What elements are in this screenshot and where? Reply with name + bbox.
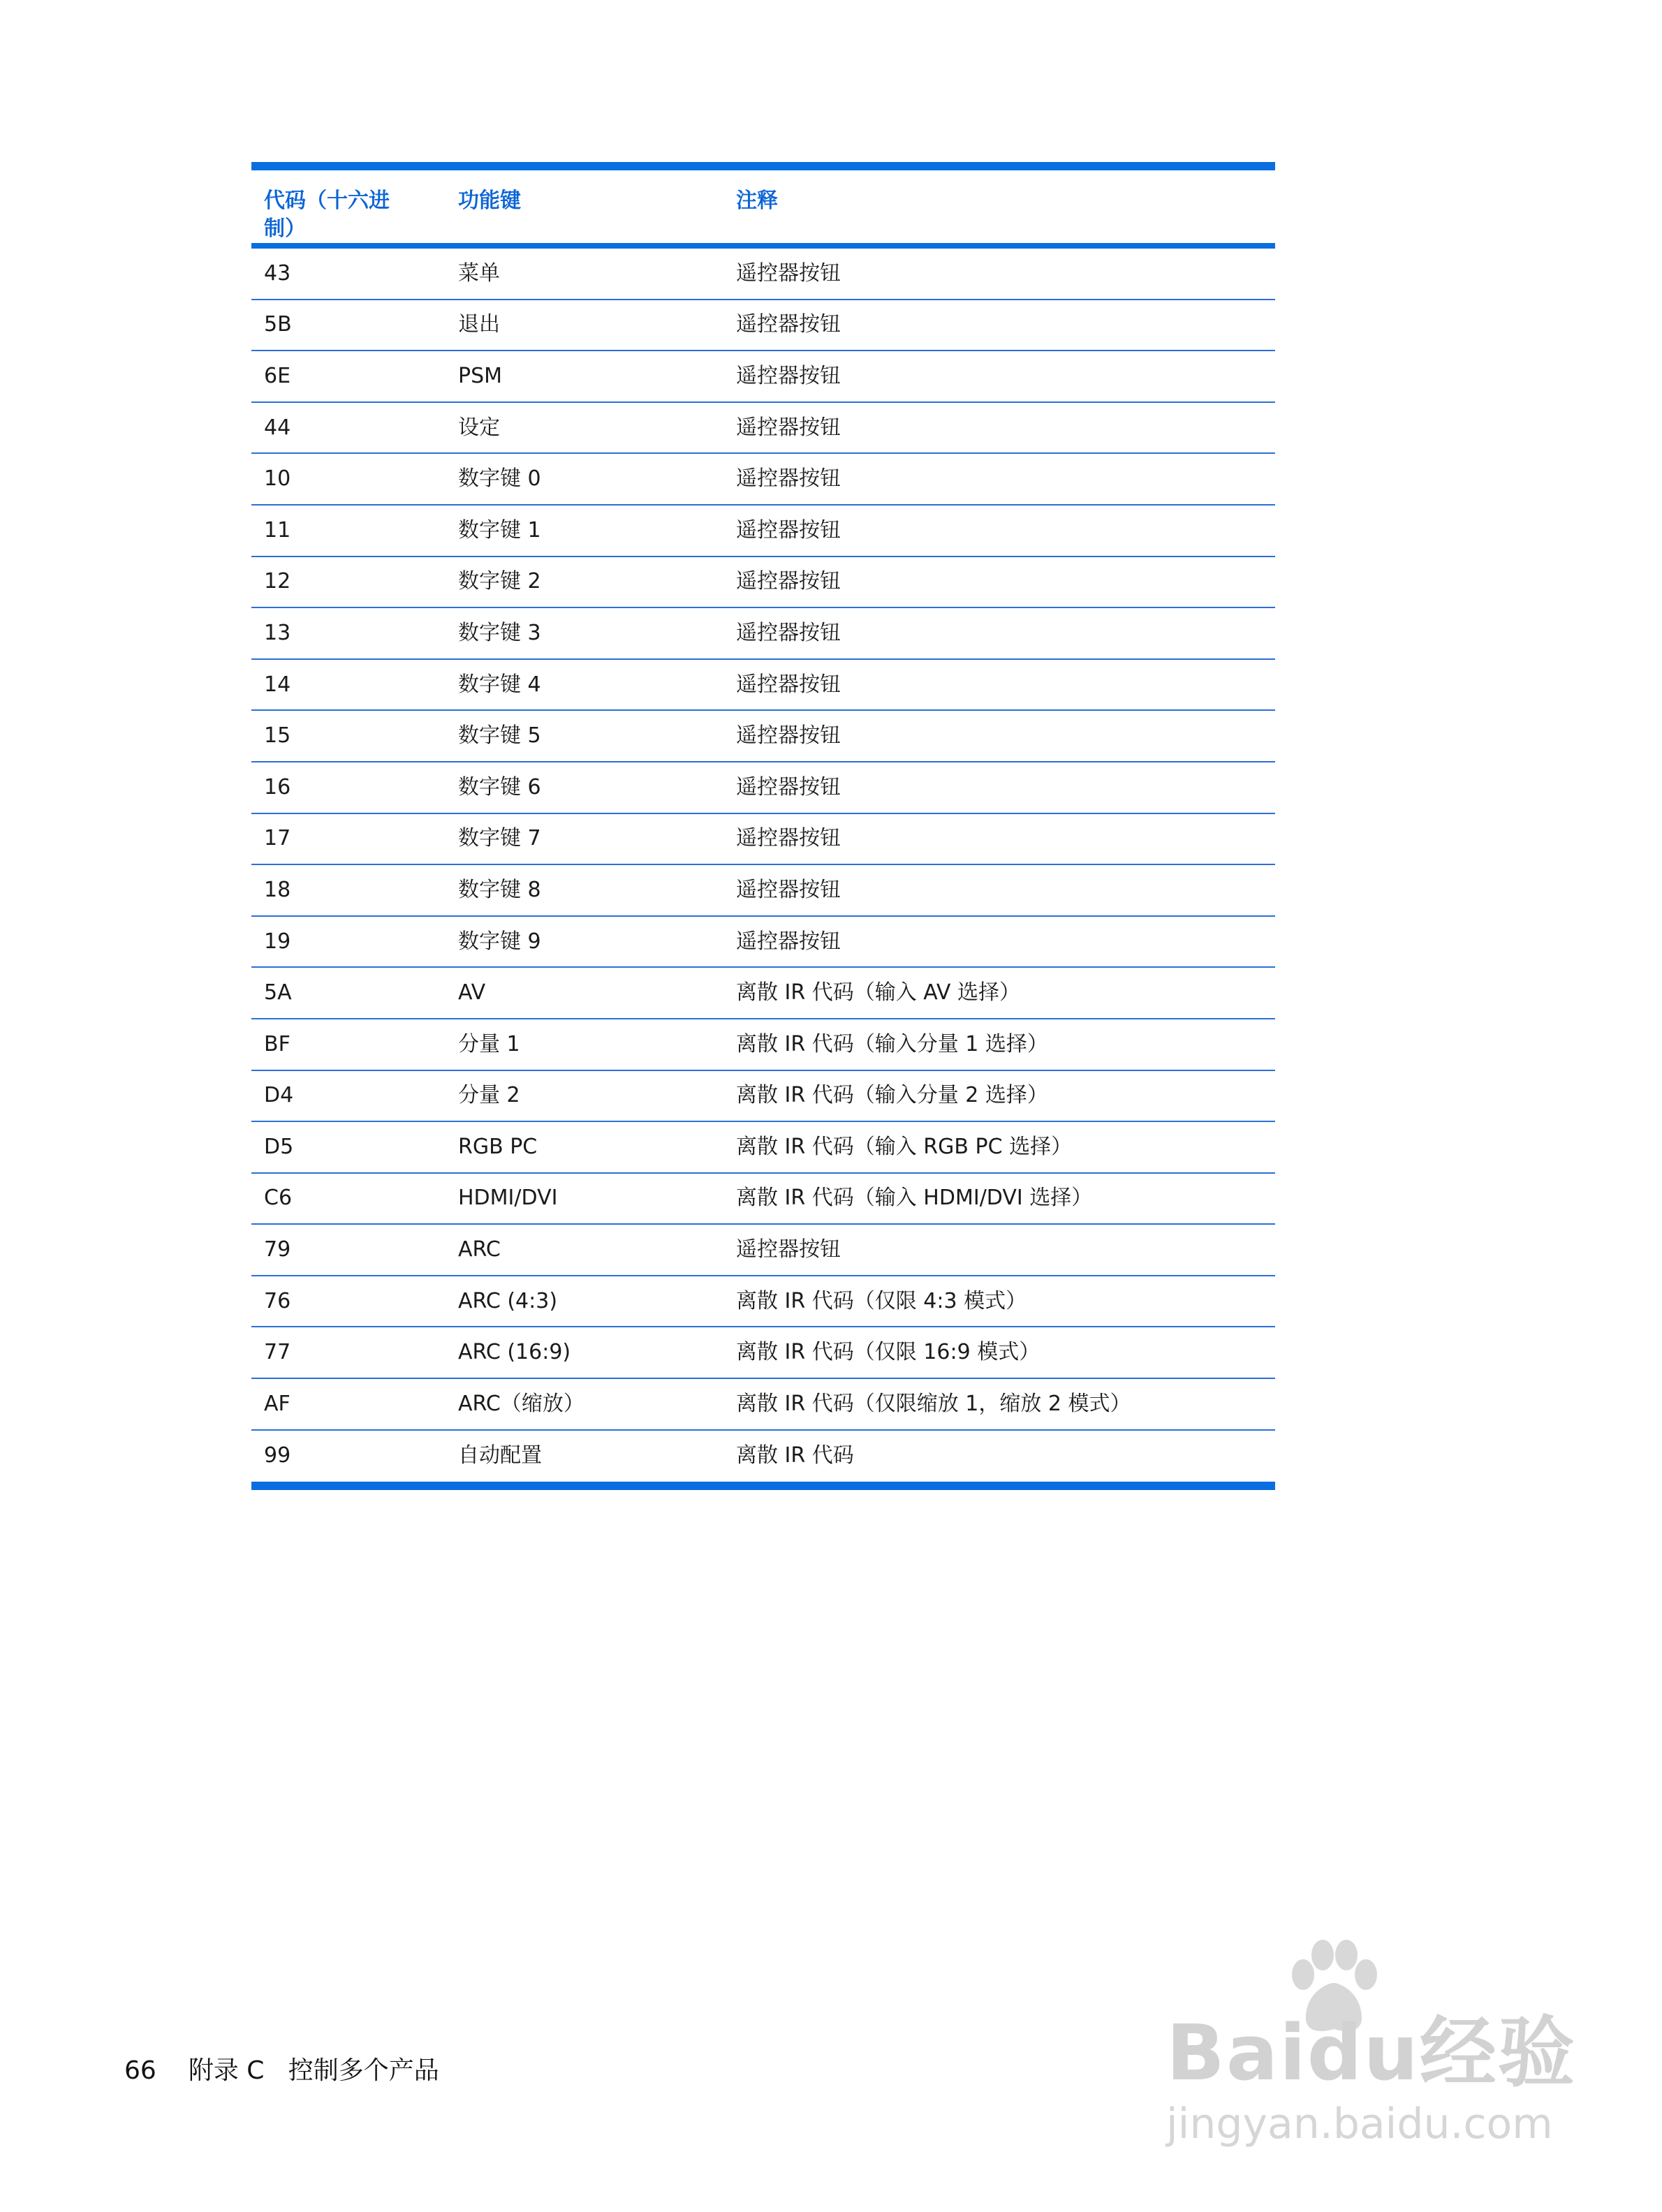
cell-note: 遥控器按钮 (736, 620, 841, 645)
cell-code: 12 (264, 569, 291, 594)
table-row (251, 660, 1275, 711)
cell-code: 44 (264, 415, 291, 440)
cell-note: 遥控器按钮 (736, 877, 841, 902)
cell-key: 菜单 (458, 260, 500, 286)
cell-note: 离散 IR 代码（输入分量 2 选择） (736, 1083, 1048, 1108)
header-note: 注释 (736, 189, 778, 213)
watermark-url: jingyan.baidu.com (1166, 2100, 1553, 2148)
cell-note: 离散 IR 代码（仅限缩放 1，缩放 2 模式） (736, 1391, 1131, 1416)
table-row (251, 1225, 1275, 1276)
chapter-title: 附录 C 控制多个产品 (188, 2056, 439, 2085)
cell-code: 11 (264, 517, 291, 543)
watermark-brand: Baidu经验 (1166, 2008, 1576, 2097)
cell-note: 离散 IR 代码（输入分量 1 选择） (736, 1031, 1048, 1056)
cell-code: 16 (264, 774, 291, 799)
cell-note: 离散 IR 代码（仅限 4:3 模式） (736, 1288, 1027, 1313)
cell-code: 18 (264, 877, 291, 902)
table-row (251, 1071, 1275, 1123)
cell-key: ARC (4:3) (458, 1288, 558, 1313)
page-number: 66 (124, 2056, 156, 2085)
table-row (251, 968, 1275, 1019)
cell-key: 数字键 6 (458, 774, 541, 799)
cell-code: 14 (264, 672, 291, 697)
cell-key: 设定 (458, 415, 500, 440)
cell-code: 99 (264, 1443, 291, 1468)
cell-note: 离散 IR 代码（输入 AV 选择） (736, 980, 1020, 1005)
cell-key: 数字键 7 (458, 826, 541, 851)
cell-note: 离散 IR 代码（仅限 16:9 模式） (736, 1340, 1040, 1365)
table-row (251, 865, 1275, 917)
table-row (251, 1379, 1275, 1431)
cell-code: 19 (264, 929, 291, 954)
table-row (251, 403, 1275, 455)
cell-key: 自动配置 (458, 1443, 542, 1468)
cell-key: PSM (458, 363, 503, 388)
cell-key: 数字键 4 (458, 672, 541, 697)
table-row (251, 351, 1275, 403)
table-row (251, 1122, 1275, 1174)
header-code: 代码（十六进制） (264, 189, 390, 241)
cell-code: 5A (264, 980, 292, 1005)
cell-key: 数字键 2 (458, 569, 541, 594)
table-row (251, 454, 1275, 506)
cell-note: 遥控器按钮 (736, 363, 841, 388)
cell-note: 离散 IR 代码（输入 HDMI/DVI 选择） (736, 1186, 1093, 1211)
cell-note: 遥控器按钮 (736, 517, 841, 543)
table-row (251, 762, 1275, 814)
table-row (251, 1327, 1275, 1379)
cell-note: 遥控器按钮 (736, 260, 841, 286)
cell-note: 离散 IR 代码 (736, 1443, 854, 1468)
table-row (251, 1431, 1275, 1482)
cell-code: 6E (264, 363, 291, 388)
table-row (251, 711, 1275, 762)
baidu-watermark (1159, 1934, 1576, 2148)
table-body (251, 249, 1275, 1482)
cell-key: 数字键 9 (458, 929, 541, 954)
cell-note: 遥控器按钮 (736, 415, 841, 440)
cell-note: 遥控器按钮 (736, 929, 841, 954)
table-row (251, 814, 1275, 866)
cell-key: RGB PC (458, 1134, 538, 1159)
cell-code: D4 (264, 1083, 294, 1108)
table-row (251, 1019, 1275, 1071)
cell-note: 遥控器按钮 (736, 672, 841, 697)
cell-code: 17 (264, 826, 291, 851)
cell-key: 数字键 5 (458, 723, 541, 749)
table-row (251, 1276, 1275, 1328)
cell-code: 76 (264, 1288, 291, 1313)
data-table (251, 162, 1275, 1490)
cell-code: C6 (264, 1186, 293, 1211)
table-row (251, 1174, 1275, 1225)
cell-key: 数字键 8 (458, 877, 541, 902)
cell-code: 15 (264, 723, 291, 749)
cell-key: AV (458, 980, 486, 1005)
cell-code: 77 (264, 1340, 291, 1365)
cell-code: 13 (264, 620, 291, 645)
cell-code: BF (264, 1031, 291, 1056)
cell-key: 分量 1 (458, 1031, 520, 1056)
cell-code: 43 (264, 260, 291, 286)
cell-note: 遥控器按钮 (736, 466, 841, 492)
cell-code: 5B (264, 312, 292, 337)
table-row (251, 557, 1275, 609)
table-bottom-rule (251, 1482, 1275, 1490)
table-row (251, 300, 1275, 352)
cell-note: 遥控器按钮 (736, 826, 841, 851)
cell-code: AF (264, 1391, 291, 1416)
cell-note: 遥控器按钮 (736, 723, 841, 749)
table-row (251, 249, 1275, 300)
cell-note: 遥控器按钮 (736, 774, 841, 799)
cell-code: 79 (264, 1237, 291, 1262)
cell-key: ARC（缩放） (458, 1391, 584, 1416)
cell-key: 数字键 0 (458, 466, 541, 492)
cell-key: ARC (16:9) (458, 1340, 571, 1365)
cell-code: D5 (264, 1134, 294, 1159)
cell-note: 遥控器按钮 (736, 312, 841, 337)
cell-note: 遥控器按钮 (736, 569, 841, 594)
cell-note: 离散 IR 代码（输入 RGB PC 选择） (736, 1134, 1073, 1159)
table-top-rule (251, 162, 1275, 170)
table-header-row (251, 170, 1275, 249)
cell-key: HDMI/DVI (458, 1186, 558, 1211)
table-row (251, 608, 1275, 660)
cell-note: 遥控器按钮 (736, 1237, 841, 1262)
cell-code: 10 (264, 466, 291, 492)
table-row (251, 917, 1275, 968)
cell-key: 数字键 1 (458, 517, 541, 543)
cell-key: 退出 (458, 312, 500, 337)
cell-key: 数字键 3 (458, 620, 541, 645)
table-row (251, 506, 1275, 557)
cell-key: ARC (458, 1237, 501, 1262)
cell-key: 分量 2 (458, 1083, 520, 1108)
header-key: 功能键 (458, 189, 521, 213)
page-footer (124, 2056, 439, 2086)
